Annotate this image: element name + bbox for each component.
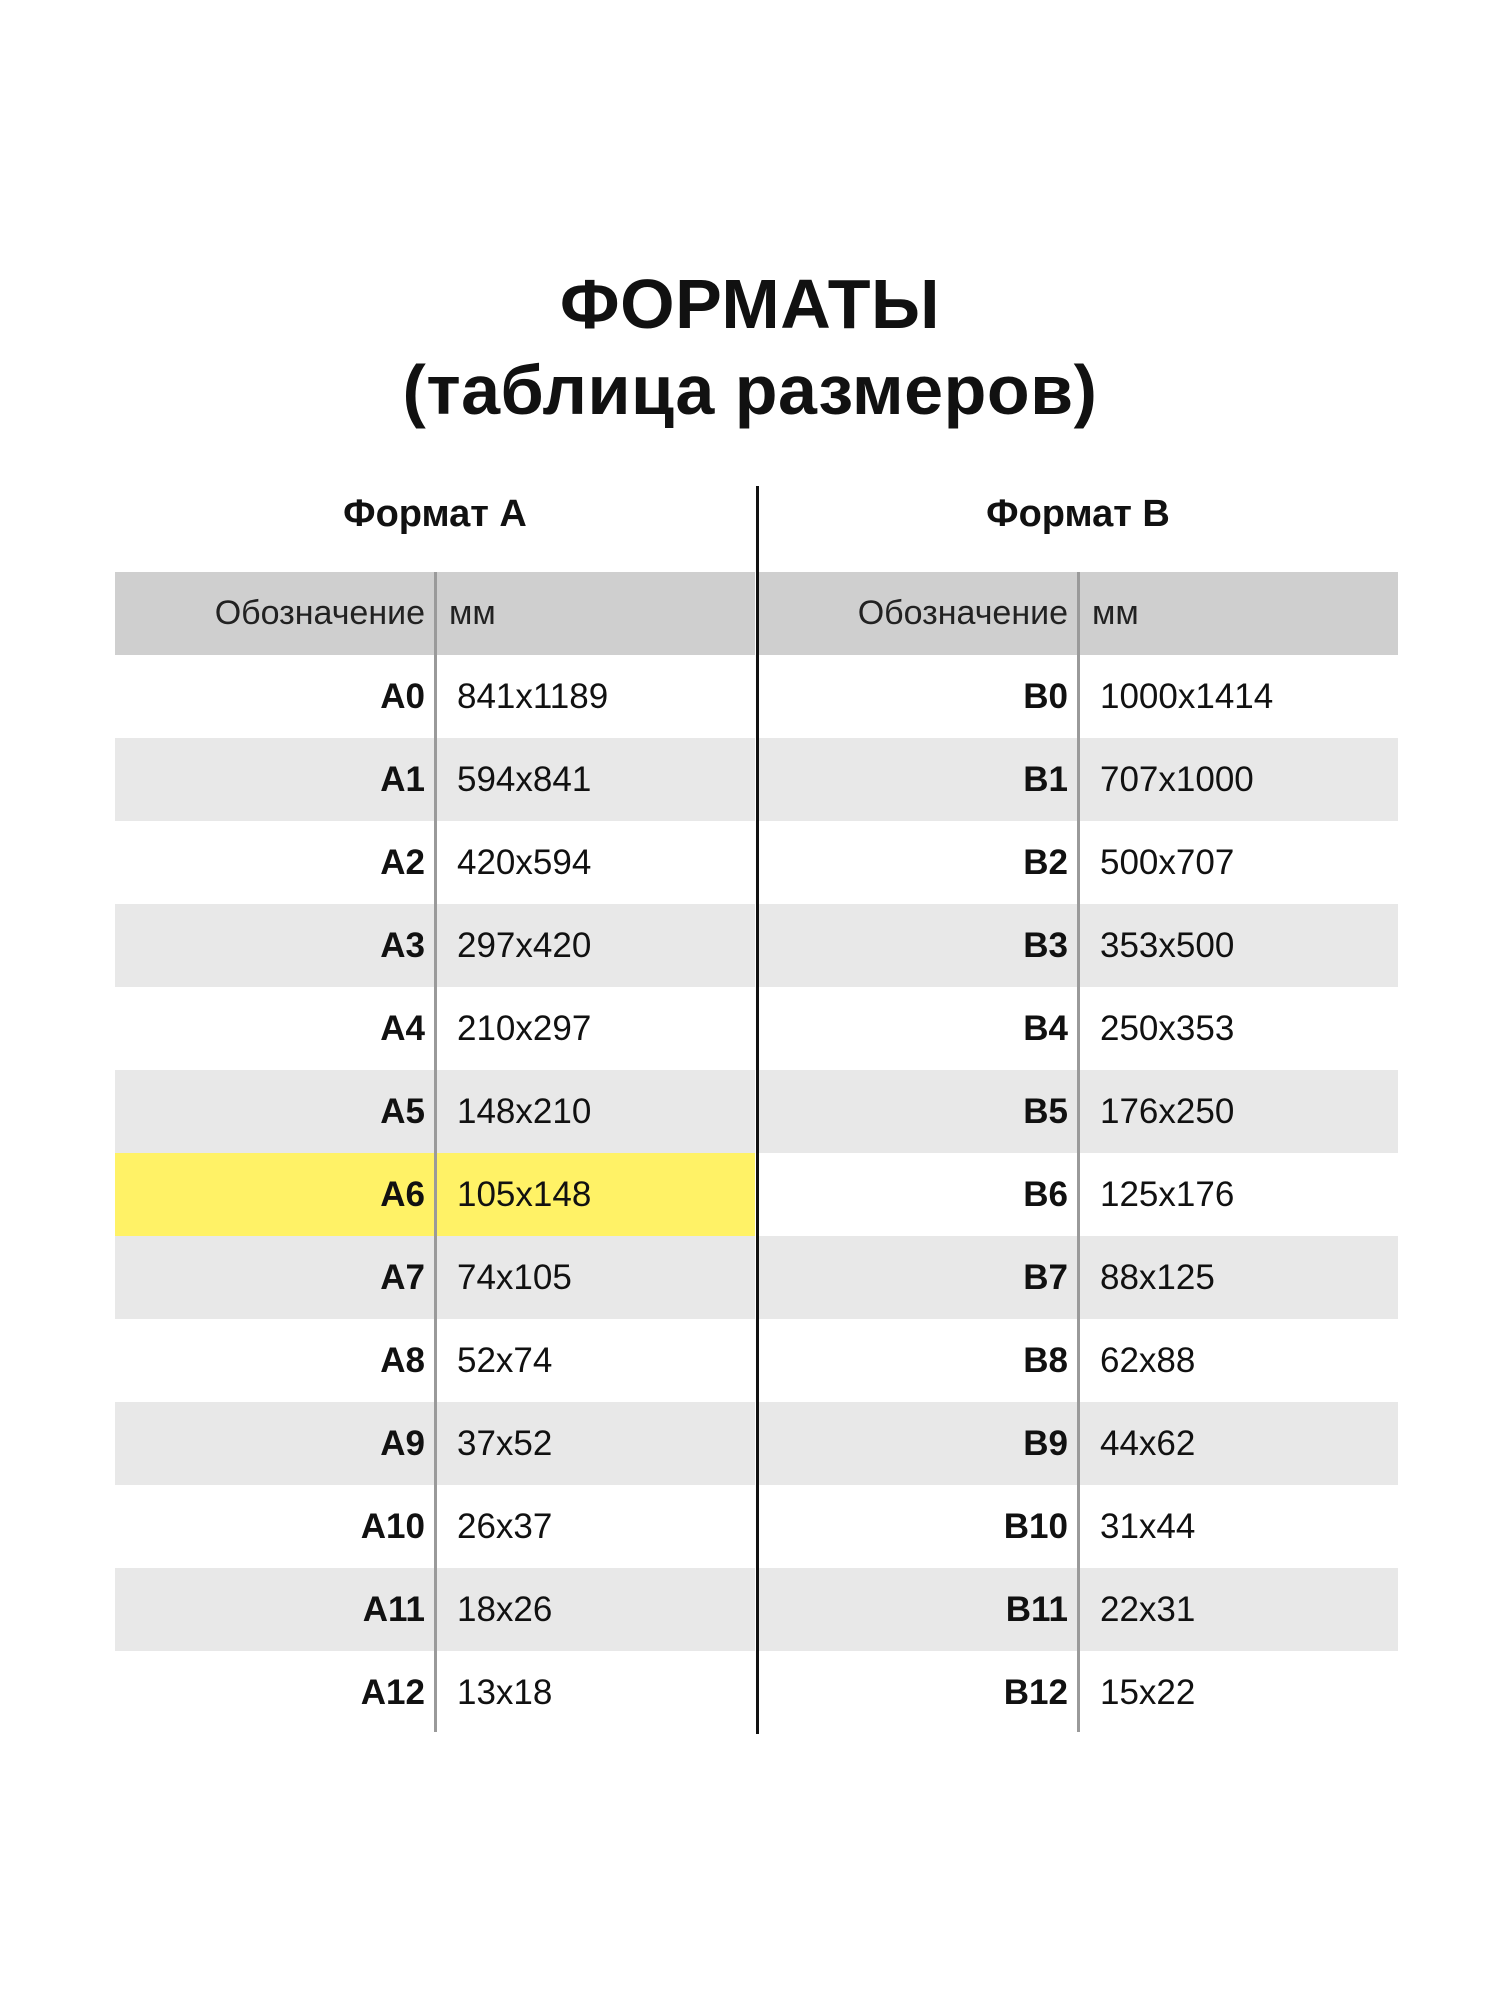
header-mm: мм [449, 594, 496, 632]
format-designation: А11 [362, 1589, 425, 1629]
format-designation: А8 [380, 1340, 425, 1380]
header-mm: мм [1092, 594, 1139, 632]
format-designation: В8 [1023, 1340, 1068, 1380]
format-designation: В2 [1023, 842, 1068, 882]
format-designation: А4 [380, 1008, 425, 1048]
format-size-mm: 22x31 [1100, 1589, 1196, 1629]
format-designation: В5 [1023, 1091, 1068, 1131]
format-size-mm: 841x1189 [457, 676, 609, 716]
format-designation: А2 [380, 842, 425, 882]
format-size-mm: 31x44 [1100, 1506, 1196, 1546]
page-title: ФОРМАТЫ [559, 265, 941, 343]
tables-divider [756, 486, 759, 1734]
format-designation: А7 [380, 1257, 425, 1297]
format-designation: В10 [1003, 1506, 1068, 1546]
format-designation: В7 [1023, 1257, 1068, 1297]
format-designation: В11 [1005, 1589, 1068, 1629]
format-size-mm: 62x88 [1100, 1340, 1196, 1380]
format-size-mm: 594x841 [457, 759, 592, 799]
format-size-mm: 148x210 [457, 1091, 592, 1131]
format-size-mm: 176x250 [1100, 1091, 1235, 1131]
format-size-mm: 297x420 [457, 925, 592, 965]
format-size-mm: 37x52 [457, 1423, 553, 1463]
format-size-mm: 44x62 [1100, 1423, 1196, 1463]
format-designation: В9 [1023, 1423, 1068, 1463]
format-designation: А5 [380, 1091, 425, 1131]
header-designation: Обозначение [214, 594, 425, 632]
format-size-mm: 18x26 [457, 1589, 553, 1629]
format-size-mm: 210x297 [457, 1008, 592, 1048]
format-size-mm: 13x18 [457, 1672, 553, 1712]
format-size-mm: 125x176 [1100, 1174, 1235, 1214]
format-size-mm: 52x74 [457, 1340, 553, 1380]
format-designation: В3 [1023, 925, 1068, 965]
format-b-heading: Формат B [986, 493, 1170, 535]
page-subtitle: (таблица размеров) [402, 351, 1098, 429]
format-size-mm: 1000x1414 [1100, 676, 1274, 716]
format-size-mm: 74x105 [457, 1257, 572, 1297]
format-designation: В12 [1003, 1672, 1068, 1712]
format-designation: А1 [380, 759, 425, 799]
format-size-mm: 707x1000 [1100, 759, 1254, 799]
format-designation: В6 [1023, 1174, 1068, 1214]
format-size-mm: 26x37 [457, 1506, 553, 1546]
format-b-column-separator [1077, 572, 1080, 1732]
format-designation: А12 [360, 1672, 425, 1712]
format-a-heading: Формат А [343, 493, 527, 535]
format-size-mm: 88x125 [1100, 1257, 1215, 1297]
format-size-mm: 250x353 [1100, 1008, 1235, 1048]
format-designation: В0 [1023, 676, 1068, 716]
format-size-mm: 353x500 [1100, 925, 1235, 965]
format-size-mm: 15x22 [1100, 1672, 1196, 1712]
format-designation: А0 [380, 676, 425, 716]
format-size-mm: 420x594 [457, 842, 592, 882]
format-designation: А10 [360, 1506, 425, 1546]
format-a-column-separator [434, 572, 437, 1732]
format-designation: В4 [1023, 1008, 1068, 1048]
header-designation: Обозначение [857, 594, 1068, 632]
format-designation: В1 [1023, 759, 1068, 799]
format-designation: А6 [380, 1174, 425, 1214]
format-designation: А3 [380, 925, 425, 965]
format-size-mm: 105x148 [457, 1174, 592, 1214]
format-size-mm: 500x707 [1100, 842, 1235, 882]
format-designation: А9 [380, 1423, 425, 1463]
